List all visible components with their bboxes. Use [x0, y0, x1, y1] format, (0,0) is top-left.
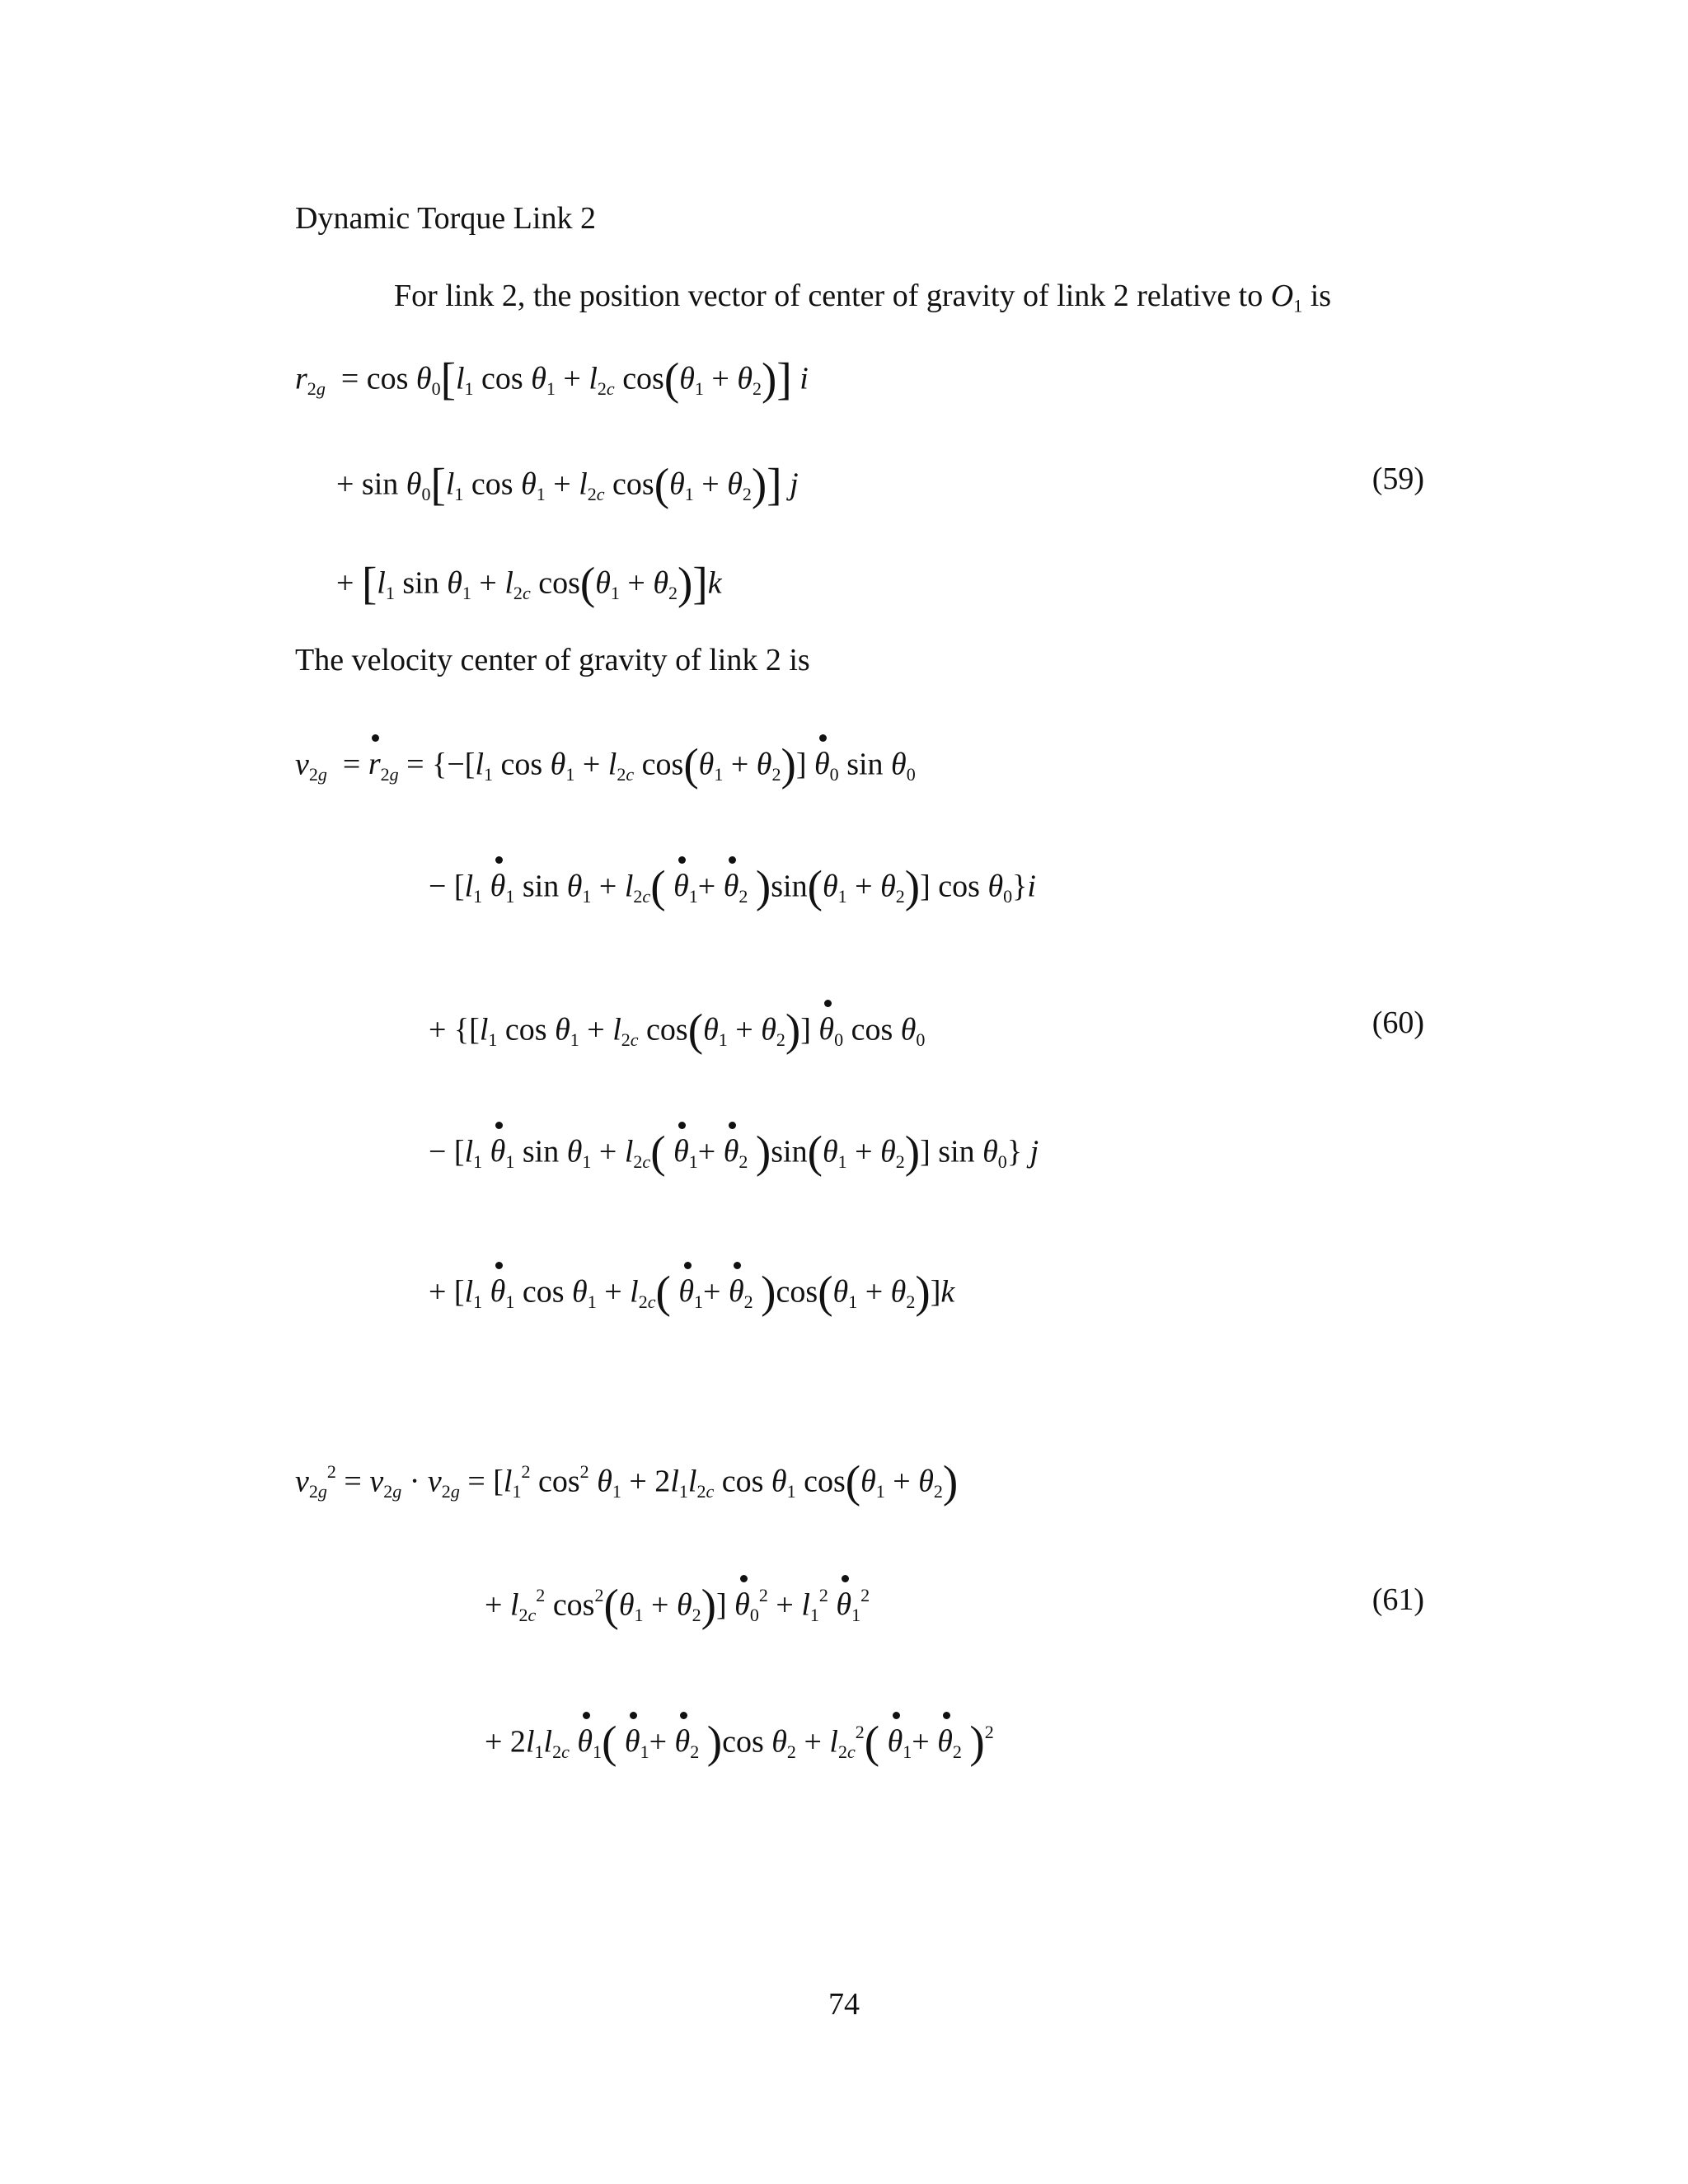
eq59-number: (59) [1372, 462, 1424, 496]
eq60-line-4: − [$l_1$ $\theta_1$ $\sin \theta_1 + l_{2c}$( $\theta_1+ \theta_2$ )$\sin(\theta_1 + \theta_2)$] $\sin \theta_0$} j [429, 1127, 1039, 1177]
intro-text: For link 2, the position vector of center of gravity of link 2 relative to [394, 279, 1264, 313]
intro-symbol-sub: 1 [1293, 295, 1303, 316]
eq60-line-1: $v_{2g} = r_{2g} = \{-[l_1$ $\cos \theta_1 + l_{2c}$ $\cos(\theta_1 + \theta_2)$] $\theta_0$ $\sin \theta_0$ [295, 739, 916, 790]
intro-symbol: O [1270, 279, 1294, 313]
eq61-number: (61) [1372, 1582, 1424, 1617]
eq61-line-3: + $2l_1l_{2c}$ $\theta_1$( $\theta_1+ \theta_2$ )cos $\theta_2 + l_{2c}^2$( $\theta_1+ \theta_2$ )$^2$ [485, 1717, 994, 1767]
intro-paragraph [394, 279, 1332, 316]
eq60-line-3: + {[$l_1$ $\cos \theta_1 + l_{2c}$ $\cos(\theta_1 + \theta_2)$] $\theta_0$ $\cos \theta_0$ [429, 1005, 926, 1055]
intro-end: is [1310, 279, 1332, 313]
eq59-line-2: + $\sin \theta_0[l_1$ $\cos \theta_1 + l_{2c}$ $\cos(\theta_1 + \theta_2)$] j [336, 459, 799, 509]
eq59-line-3: + [$l_1$ $\sin \theta_1 + l_{2c}$ $\cos(\theta_1 + \theta_2)]k$ [336, 558, 722, 608]
page-number: 74 [828, 1987, 860, 2022]
eq59-line-1: $r_{2g} = \cos \theta_0[l_1$ $\cos \theta_1 + l_{2c}$ $\cos(\theta_1 + \theta_2)$] i [295, 354, 809, 404]
eq60-line-2: − [$l_1$ $\theta_1$ $\sin \theta_1 + l_{2c}$( $\theta_1+ \theta_2$ )$\sin(\theta_1 + \theta_2)$] $\cos \theta_0\}i$ [429, 861, 1036, 912]
eq60-number: (60) [1372, 1005, 1424, 1040]
velocity-intro: The velocity center of gravity of link 2 is [295, 643, 810, 677]
section-heading: Dynamic Torque Link 2 [295, 201, 596, 236]
eq60-line-5: + [$l_1$ $\theta_1$ $\cos \theta_1 + l_{2c}$( $\theta_1+ \theta_2$ )$\cos(\theta_1 + \theta_2)]k$ [429, 1267, 955, 1317]
eq61-line-2: + $l_{2c}^2$ $\cos^2(\theta_1 + \theta_2)$] $\theta_0^2 + l_1^2$ $\theta_1^2$ [485, 1580, 870, 1630]
eq61-line-1: $v_{2g}^2 = v_{2g} \cdot v_{2g} = [l_1^2$ $\cos^2 \theta_1 + 2l_1l_{2c}$ $\cos \theta_1$ $\cos(\theta_1 + \theta_2)$ [295, 1456, 959, 1507]
